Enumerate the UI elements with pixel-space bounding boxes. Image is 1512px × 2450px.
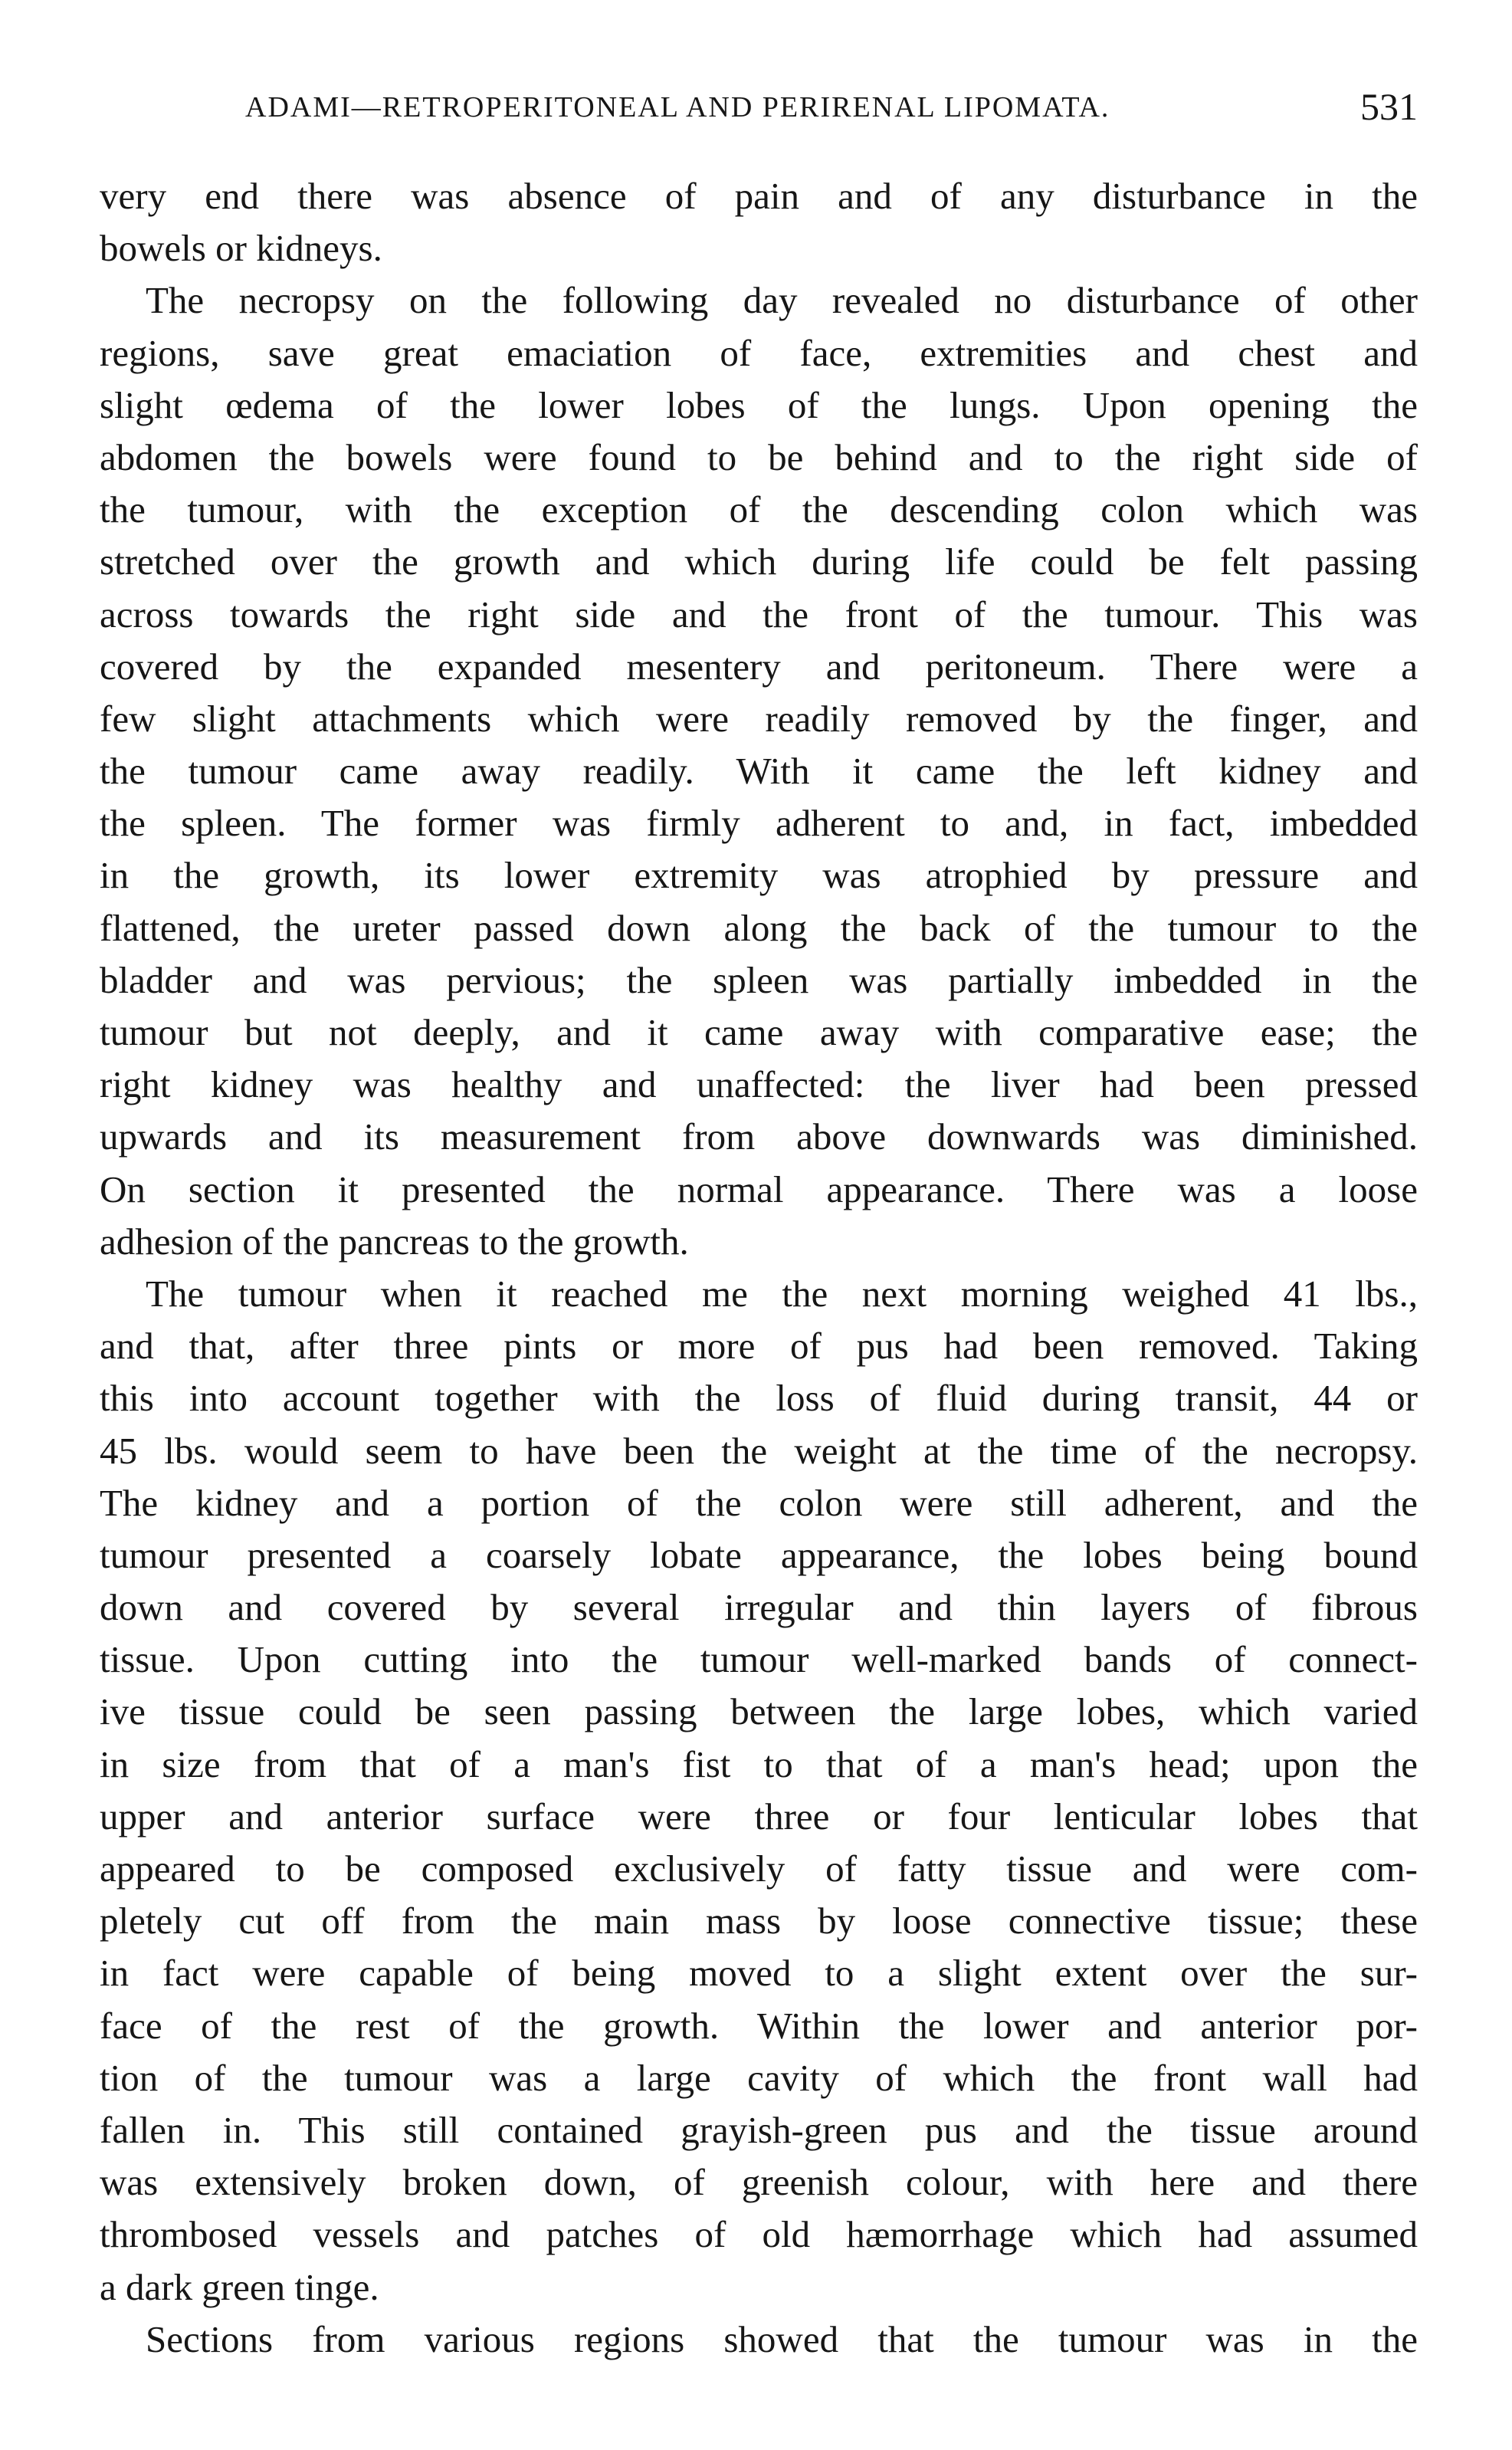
text-line: regions, save great emaciation of face, extremities and chest and xyxy=(100,331,1418,374)
body-text xyxy=(100,170,1418,2366)
text-line: bladder and was pervious; the spleen was partially imbedded in the xyxy=(100,958,1418,1001)
running-head xyxy=(245,85,1418,136)
text-line: flattened, the ureter passed down along the back of the tumour to the xyxy=(100,906,1418,949)
text-line: stretched over the growth and which during life could be felt passing xyxy=(100,540,1418,583)
text-line: very end there was absence of pain and of any disturbance in the xyxy=(100,175,1418,217)
text-line: fallen in. This still contained grayish-green pus and the tissue around xyxy=(100,2108,1418,2151)
text-line: slight œdema of the lower lobes of the lungs. Upon opening the xyxy=(100,383,1418,426)
text-line: tissue. Upon cutting into the tumour well-marked bands of connect- xyxy=(100,1638,1418,1681)
page-number: 531 xyxy=(1360,85,1418,128)
text-line: pletely cut off from the main mass by loose connective tissue; these xyxy=(100,1900,1418,1943)
text-line: the spleen. The former was firmly adherent to and, in fact, imbedded xyxy=(100,802,1418,845)
text-line: was extensively broken down, of greenish colour, with here and there xyxy=(100,2161,1418,2204)
text-line: adhesion of the pancreas to the growth. xyxy=(100,1220,689,1263)
text-line: and that, after three pints or more of pus had been removed. Taking xyxy=(100,1325,1418,1368)
text-line: in size from that of a man's fist to that of a man's head; upon the xyxy=(100,1742,1418,1785)
text-line: the tumour, with the exception of the descending colon which was xyxy=(100,488,1418,531)
text-line: tumour presented a coarsely lobate appearance, the lobes being bound xyxy=(100,1533,1418,1576)
text-line: ive tissue could be seen passing between the large lobes, which varied xyxy=(100,1690,1418,1733)
text-line: a dark green tinge. xyxy=(100,2265,379,2308)
text-line: Sections from various regions showed that the tumour was in the xyxy=(146,2317,1418,2360)
running-title: ADAMI—RETROPERITONEAL AND PERIRENAL LIPOMATA. xyxy=(245,91,1110,123)
text-line: face of the rest of the growth. Within the lower and anterior por- xyxy=(100,2004,1418,2047)
text-line: down and covered by several irregular and thin layers of fibrous xyxy=(100,1586,1418,1629)
text-line: in the growth, its lower extremity was atrophied by pressure and xyxy=(100,854,1418,897)
text-line: in fact were capable of being moved to a slight extent over the sur- xyxy=(100,1952,1418,1995)
text-line: covered by the expanded mesentery and peritoneum. There were a xyxy=(100,645,1418,688)
text-line: upper and anterior surface were three or four lenticular lobes that xyxy=(100,1795,1418,1838)
text-line: The tumour when it reached me the next morning weighed 41 lbs., xyxy=(146,1272,1418,1315)
text-line: The necropsy on the following day revealed no disturbance of other xyxy=(146,279,1418,322)
text-line: bowels or kidneys. xyxy=(100,227,382,270)
text-line: tumour but not deeply, and it came away with comparative ease; the xyxy=(100,1011,1418,1053)
text-line: across towards the right side and the front of the tumour. This was xyxy=(100,593,1418,635)
text-line: tion of the tumour was a large cavity of which the front wall had xyxy=(100,2056,1418,2099)
text-line: right kidney was healthy and unaffected: the liver had been pressed xyxy=(100,1063,1418,1106)
text-line: thrombosed vessels and patches of old hæmorrhage which had assumed xyxy=(100,2213,1418,2256)
text-line: The kidney and a portion of the colon were still adherent, and the xyxy=(100,1481,1418,1524)
text-line: 45 lbs. would seem to have been the weight at the time of the necropsy. xyxy=(100,1429,1418,1472)
text-line: appeared to be composed exclusively of fatty tissue and were com- xyxy=(100,1847,1418,1890)
text-line: the tumour came away readily. With it came the left kidney and xyxy=(100,750,1418,793)
text-line: abdomen the bowels were found to be behind and to the right side of xyxy=(100,435,1418,478)
text-line: On section it presented the normal appearance. There was a loose xyxy=(100,1168,1418,1210)
text-line: this into account together with the loss of fluid during transit, 44 or xyxy=(100,1377,1418,1420)
text-line: upwards and its measurement from above downwards was diminished. xyxy=(100,1115,1418,1158)
text-line: few slight attachments which were readily removed by the finger, and xyxy=(100,697,1418,740)
